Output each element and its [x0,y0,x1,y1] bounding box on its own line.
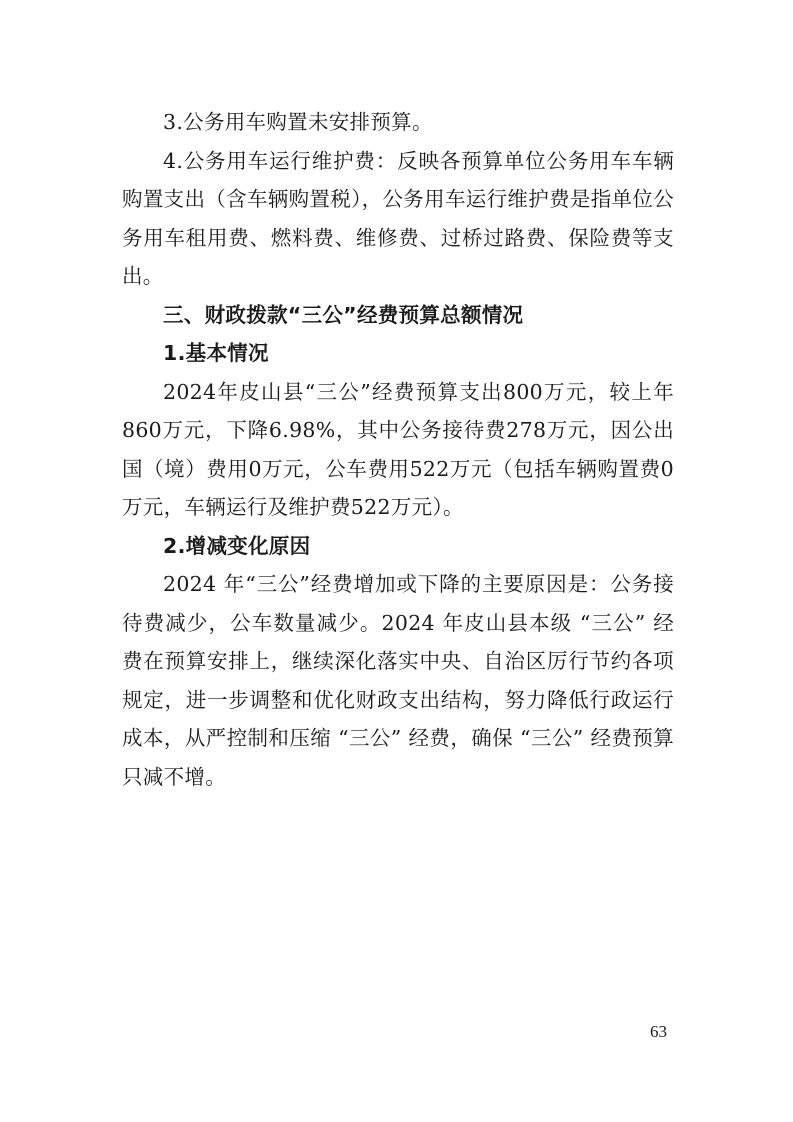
para-change-reasons: 2024 年“三公”经费增加或下降的主要原因是：公务接待费减少，公车数量减少。2024 年皮山县本级 “三公” 经费在预算安排上，继续深化落实中央、自治区厉行节约各项规定，进一步调整和优化财政支出结构，努力降低行政运行成本，从严控制和压缩 “三公” 经费，确保 “三公” 经费预算只减不增。 [122,572,674,789]
document-body [122,103,674,796]
para-vehicle-maintenance: 4.公务用车运行维护费：反映各预算单位公务用车车辆购置支出（含车辆购置税），公务用车运行维护费是指单位公务用车租用费、燃料费、维修费、过桥过路费、保险费等支出。 [122,148,674,288]
page-number: 63 [650,1022,667,1041]
para-vehicle-purchase: 3.公务用车购置未安排预算。 [163,110,433,134]
section-heading-three-public: 三、财政拨款“三公”经费预算总额情况 [163,302,524,327]
subheading-basic-situation: 1.基本情况 [163,341,269,365]
subheading-change-reasons: 2.增减变化原因 [163,533,311,558]
para-basic-situation: 2024年皮山县“三公”经费预算支出800万元，较上年860万元，下降6.98%，其中公务接待费278万元，因公出国（境）费用0万元，公车费用522万元（包括车辆购置费0万元，车辆运行及维护费522万元）。 [122,379,674,519]
